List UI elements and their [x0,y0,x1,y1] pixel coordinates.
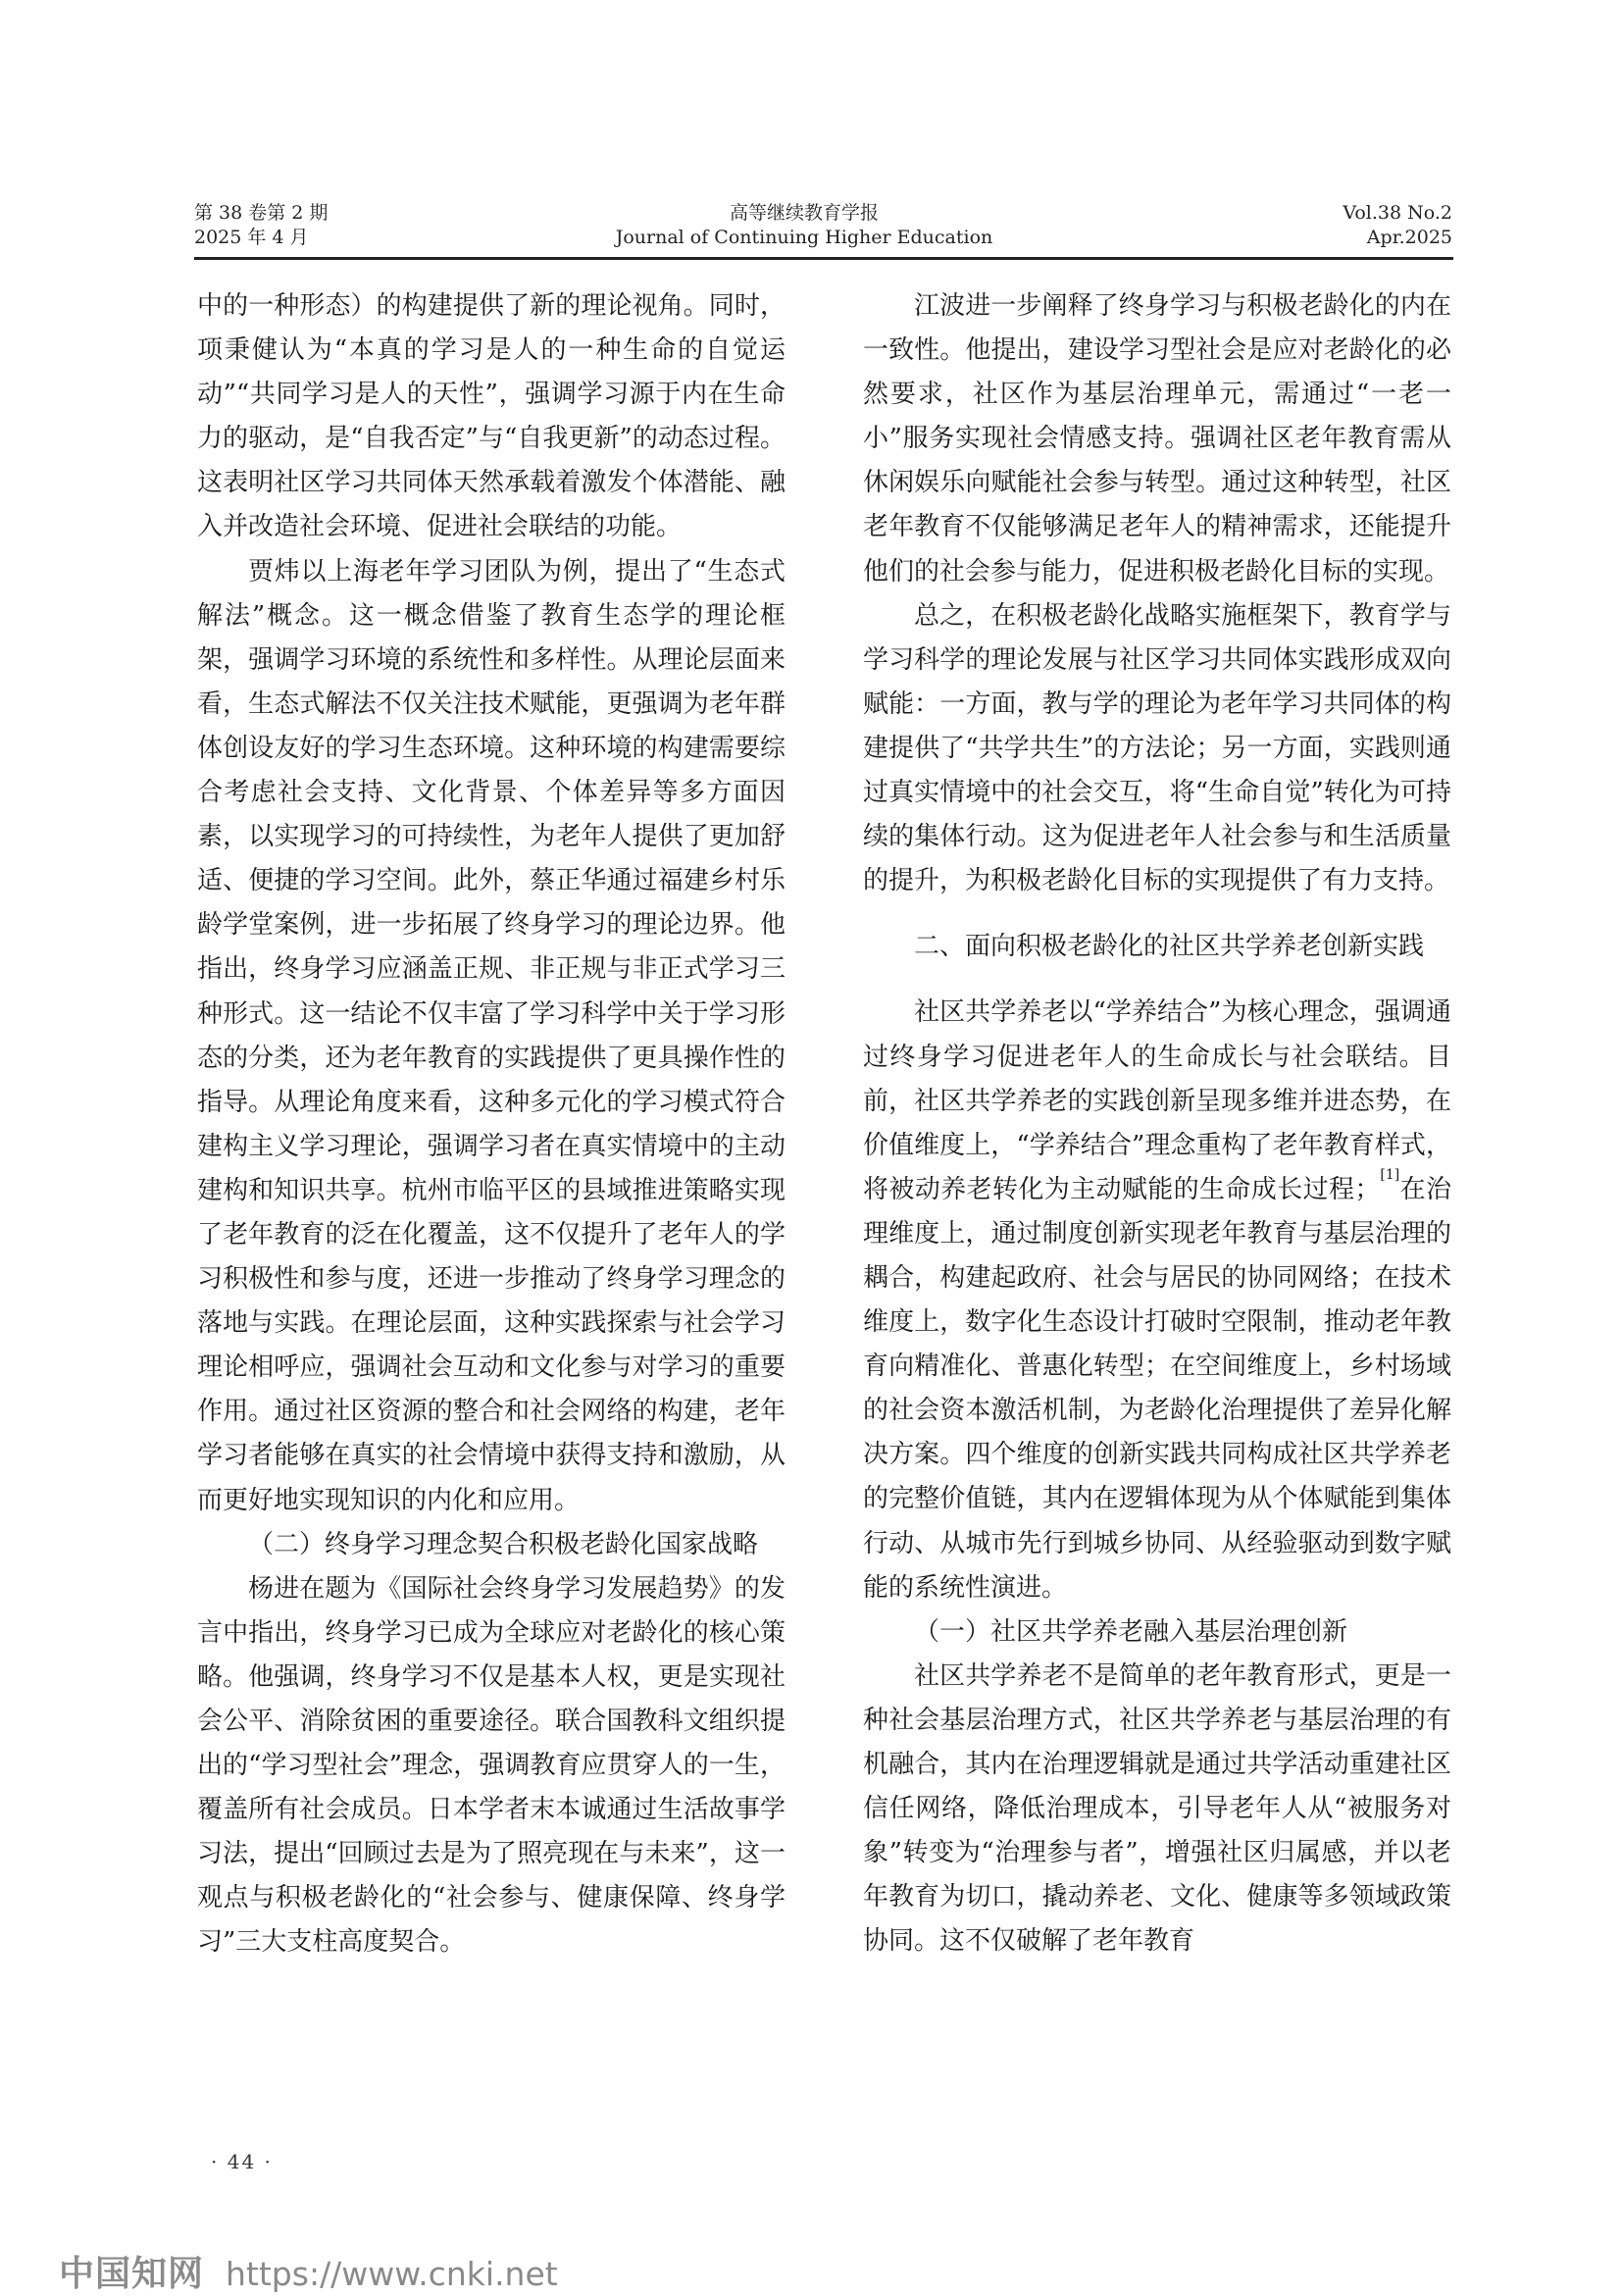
paragraph: 社区共学养老不是简单的老年教育形式，更是一种社会基层治理方式，社区共学养老与基层治理的有机融合，其内在治理逻辑就是通过共学活动重建社区信任网络，降低治理成本，引导老年人从“被服务对象”转变为“治理参与者”，增强社区归属感，并以老年教育为切口，撬动养老、文化、健康等多领域政策协同。这不仅破解了老年教育 [863,1660,1451,1957]
page-number: · 44 · [211,2150,273,2173]
paragraph-text: 在治理维度上，通过制度创新实现老年教育与基层治理的耦合，构建起政府、社会与居民的协同网络；在技术维度上，数字化生态设计打破时空限制，推动老年教育向精准化、普惠化转型；在空间维度上，乡村场域的社会资本激活机制，为老龄化治理提供了差异化解决方案。四个维度的创新实践共同构成社区共学养老的完整价值链，其内在逻辑体现为从个体赋能到集体行动、从城市先行到城乡协同、从经验驱动到数字赋能的系统性演进。 [863,1174,1451,1603]
running-header-journal [549,201,1059,250]
citation-marker[interactable]: [1] [1380,1166,1400,1183]
paragraph: 杨进在题为《国际社会终身学习发展趋势》的发言中指出，终身学习已成为全球应对老龄化的核心策略。他强调，终身学习不仅是基本人权，更是实现社会公平、消除贫困的重要途径。联合国教科文组织提出的“学习型社会”理念，强调教育应贯穿人的一生，覆盖所有社会成员。日本学者末本诚通过生活故事学习法，提出“回顾过去是为了照亮现在与未来”，这一观点与积极老龄化的“社会参与、健康保障、终身学习”三大支柱高度契合。 [197,1573,786,1958]
header-month-year: Apr.2025 [1366,227,1452,248]
subsection-heading: （一）社区共学养老融入基层治理创新 [914,1616,1348,1647]
section-heading: 二、面向积极老龄化的社区共学养老创新实践 [914,932,1425,962]
cnki-watermark [59,2246,558,2296]
right-column [863,284,1451,1964]
paragraph [863,991,1451,1609]
header-vol-no: Vol.38 No.2 [1343,202,1452,224]
left-column [197,284,786,1965]
running-header-volume [194,201,328,250]
header-journal-en: Journal of Continuing Higher Education [615,227,993,248]
paragraph: 中的一种形态）的构建提供了新的理论视角。同时，项秉健认为“本真的学习是人的一种生命的自觉运动”“共同学习是人的天性”，强调学习源于内在生命力的驱动，是“自我否定”与“自我更新”的动态过程。这表明社区学习共同体天然承载着激发个体潜能、融入并改造社会环境、促进社会联结的功能。 [197,291,786,542]
paragraph: 江波进一步阐释了终身学习与积极老龄化的内在一致性。他提出，建设学习型社会是应对老龄化的必然要求，社区作为基层治理单元，需通过“一老一小”服务实现社会情感支持。强调社区老年教育需从休闲娱乐向赋能社会参与转型。通过这种转型，社区老年教育不仅能够满足老年人的精神需求，还能提升他们的社会参与能力，促进积极老龄化目标的实现。 [863,291,1451,587]
header-volume-issue: 第 38 卷第 2 期 [194,202,329,224]
paragraph: 总之，在积极老龄化战略实施框架下，教育学与学习科学的理论发展与社区学习共同体实践形成双向赋能：一方面，教与学的理论为老年学习共同体的构建提供了“共学共生”的方法论；另一方面，实践则通过真实情境中的社会交互，将“生命自觉”转化为可持续的集体行动。这为促进老年人社会参与和生活质量的提升，为积极老龄化目标的实现提供了有力支持。 [863,600,1451,896]
subsection-heading: （二）终身学习理念契合积极老龄化国家战略 [248,1529,759,1559]
running-header-vol-en [1343,201,1452,250]
header-date: 2025 年 4 月 [194,227,309,248]
paragraph-text: 社区共学养老以“学养结合”为核心理念，强调通过终身学习促进老年人的生命成长与社会联结。目前，社区共学养老的实践创新呈现多维并进态势，在价值维度上，“学养结合”理念重构了老年教育样式，将被动养老转化为主动赋能的生命成长过程； [863,997,1451,1204]
watermark-url[interactable]: https://www.cnki.net [226,2255,558,2293]
paragraph: 贾炜以上海老年学习团队为例，提出了“生态式解法”概念。这一概念借鉴了教育生态学的理论框架，强调学习环境的系统性和多样性。从理论层面来看，生态式解法不仅关注技术赋能，更强调为老年群体创设友好的学习生态环境。这种环境的构建需要综合考虑社会支持、文化背景、个体差异等多方面因素，以实现学习的可持续性，为老年人提供了更加舒适、便捷的学习空间。此外，蔡正华通过福建乡村乐龄学堂案例，进一步拓展了终身学习的理论边界。他指出，终身学习应涵盖正规、非正规与非正式学习三种形式。这一结论不仅丰富了学习科学中关于学习形态的分类，还为老年教育的实践提供了更具操作性的指导。从理论角度来看，这种多元化的学习模式符合建构主义学习理论，强调学习者在真实情境中的主动建构和知识共享。杭州市临平区的县域推进策略实现了老年教育的泛在化覆盖，这不仅提升了老年人的学习积极性和参与度，还进一步推动了终身学习理念的落地与实践。在理论层面，这种实践探索与社会学习理论相呼应，强调社会互动和文化参与对学习的重要作用。通过社区资源的整合和社会网络的构建，老年学习者能够在真实的社会情境中获得支持和激励，从而更好地实现知识的内化和应用。 [197,556,786,1515]
header-rule [194,257,1453,260]
header-journal-cn: 高等继续教育学报 [729,202,879,224]
watermark-logo: 中国知网 [59,2254,205,2294]
